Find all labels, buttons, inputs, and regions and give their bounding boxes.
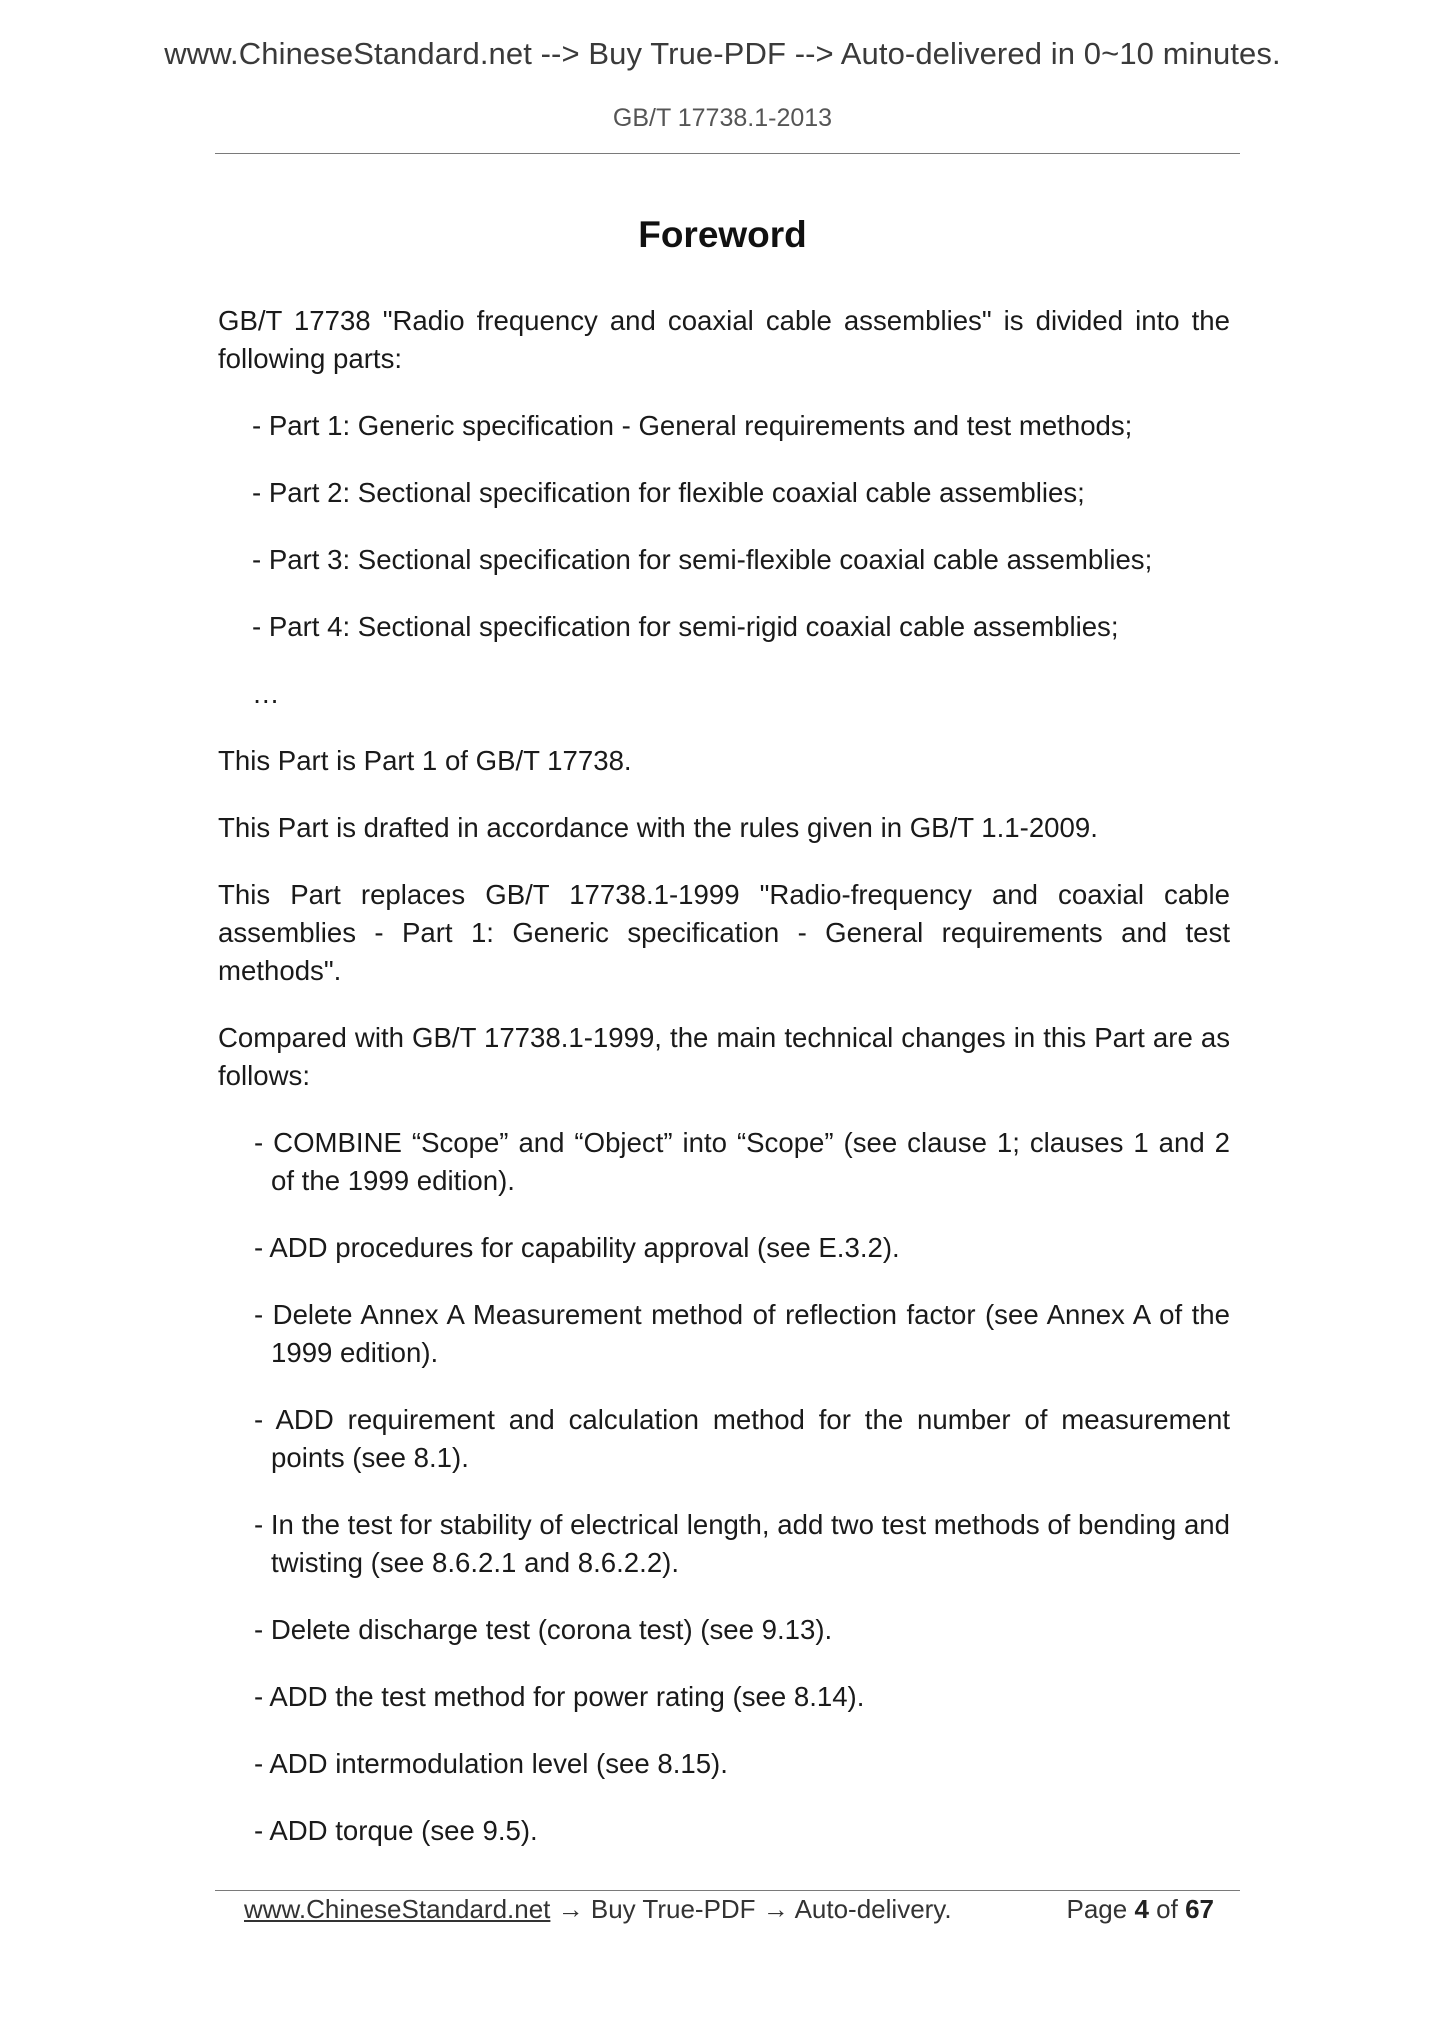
page-footer <box>244 1894 1214 1934</box>
paragraph-part-number: This Part is Part 1 of GB/T 17738. <box>218 745 632 776</box>
intro-paragraph: GB/T 17738 "Radio frequency and coaxial cable assemblies" is divided into the following parts: <box>218 305 1230 374</box>
change-list-item: - Delete discharge test (corona test) (see 9.13). <box>254 1614 833 1645</box>
change-list-item: - ADD procedures for capability approval (see E.3.2). <box>254 1232 900 1263</box>
footer-site-link[interactable]: www.ChineseStandard.net <box>244 1894 551 1924</box>
change-list-item: - ADD the test method for power rating (see 8.14). <box>254 1681 865 1712</box>
footer-divider <box>215 1890 1240 1891</box>
change-list-item: - In the test for stability of electrical length, add two test methods of bending and twisting (see 8.6.2.1 and 8.6.2.2). <box>254 1509 1230 1578</box>
change-list-item: - ADD intermodulation level (see 8.15). <box>254 1748 728 1779</box>
footer-promo <box>244 1894 952 1925</box>
header-divider <box>215 153 1240 154</box>
change-list-item: - ADD torque (see 9.5). <box>254 1815 538 1846</box>
footer-promo-text: → Buy True-PDF → Auto-delivery. <box>550 1894 952 1924</box>
paragraph-replaces: This Part replaces GB/T 17738.1-1999 "Radio-frequency and coaxial cable assemblies - Part 1: Generic specification - General requirements and test methods". <box>218 879 1230 986</box>
document-body <box>218 302 1230 1879</box>
change-list-item: - COMBINE “Scope” and “Object” into “Scope” (see clause 1; clauses 1 and 2 of the 1999 edition). <box>254 1127 1230 1196</box>
change-list-item: - Delete Annex A Measurement method of reflection factor (see Annex A of the 1999 edition). <box>254 1299 1230 1368</box>
page-title: Foreword <box>638 214 807 255</box>
paragraph-drafting-rules: This Part is drafted in accordance with the rules given in GB/T 1.1-2009. <box>218 812 1098 843</box>
page-label: Page <box>1066 1894 1128 1924</box>
current-page-number: 4 <box>1134 1894 1149 1924</box>
part-list-item: - Part 2: Sectional specification for flexible coaxial cable assemblies; <box>252 477 1085 508</box>
top-banner: www.ChineseStandard.net --> Buy True-PDF --> Auto-delivered in 0~10 minutes. <box>164 36 1281 71</box>
paragraph-changes-intro: Compared with GB/T 17738.1-1999, the main technical changes in this Part are as follows: <box>218 1022 1230 1091</box>
part-list-item: - Part 3: Sectional specification for semi-flexible coaxial cable assemblies; <box>252 544 1153 575</box>
part-list-item: - Part 4: Sectional specification for semi-rigid coaxial cable assemblies; <box>252 611 1119 642</box>
change-list-item: - ADD requirement and calculation method for the number of measurement points (see 8.1). <box>254 1404 1230 1473</box>
part-list-item: - Part 1: Generic specification - General requirements and test methods; <box>252 410 1133 441</box>
document-code: GB/T 17738.1-2013 <box>612 104 833 132</box>
page-indicator <box>1066 1894 1214 1925</box>
of-label: of <box>1156 1894 1178 1924</box>
total-page-count: 67 <box>1185 1894 1214 1924</box>
part-list-ellipsis: … <box>252 678 280 709</box>
